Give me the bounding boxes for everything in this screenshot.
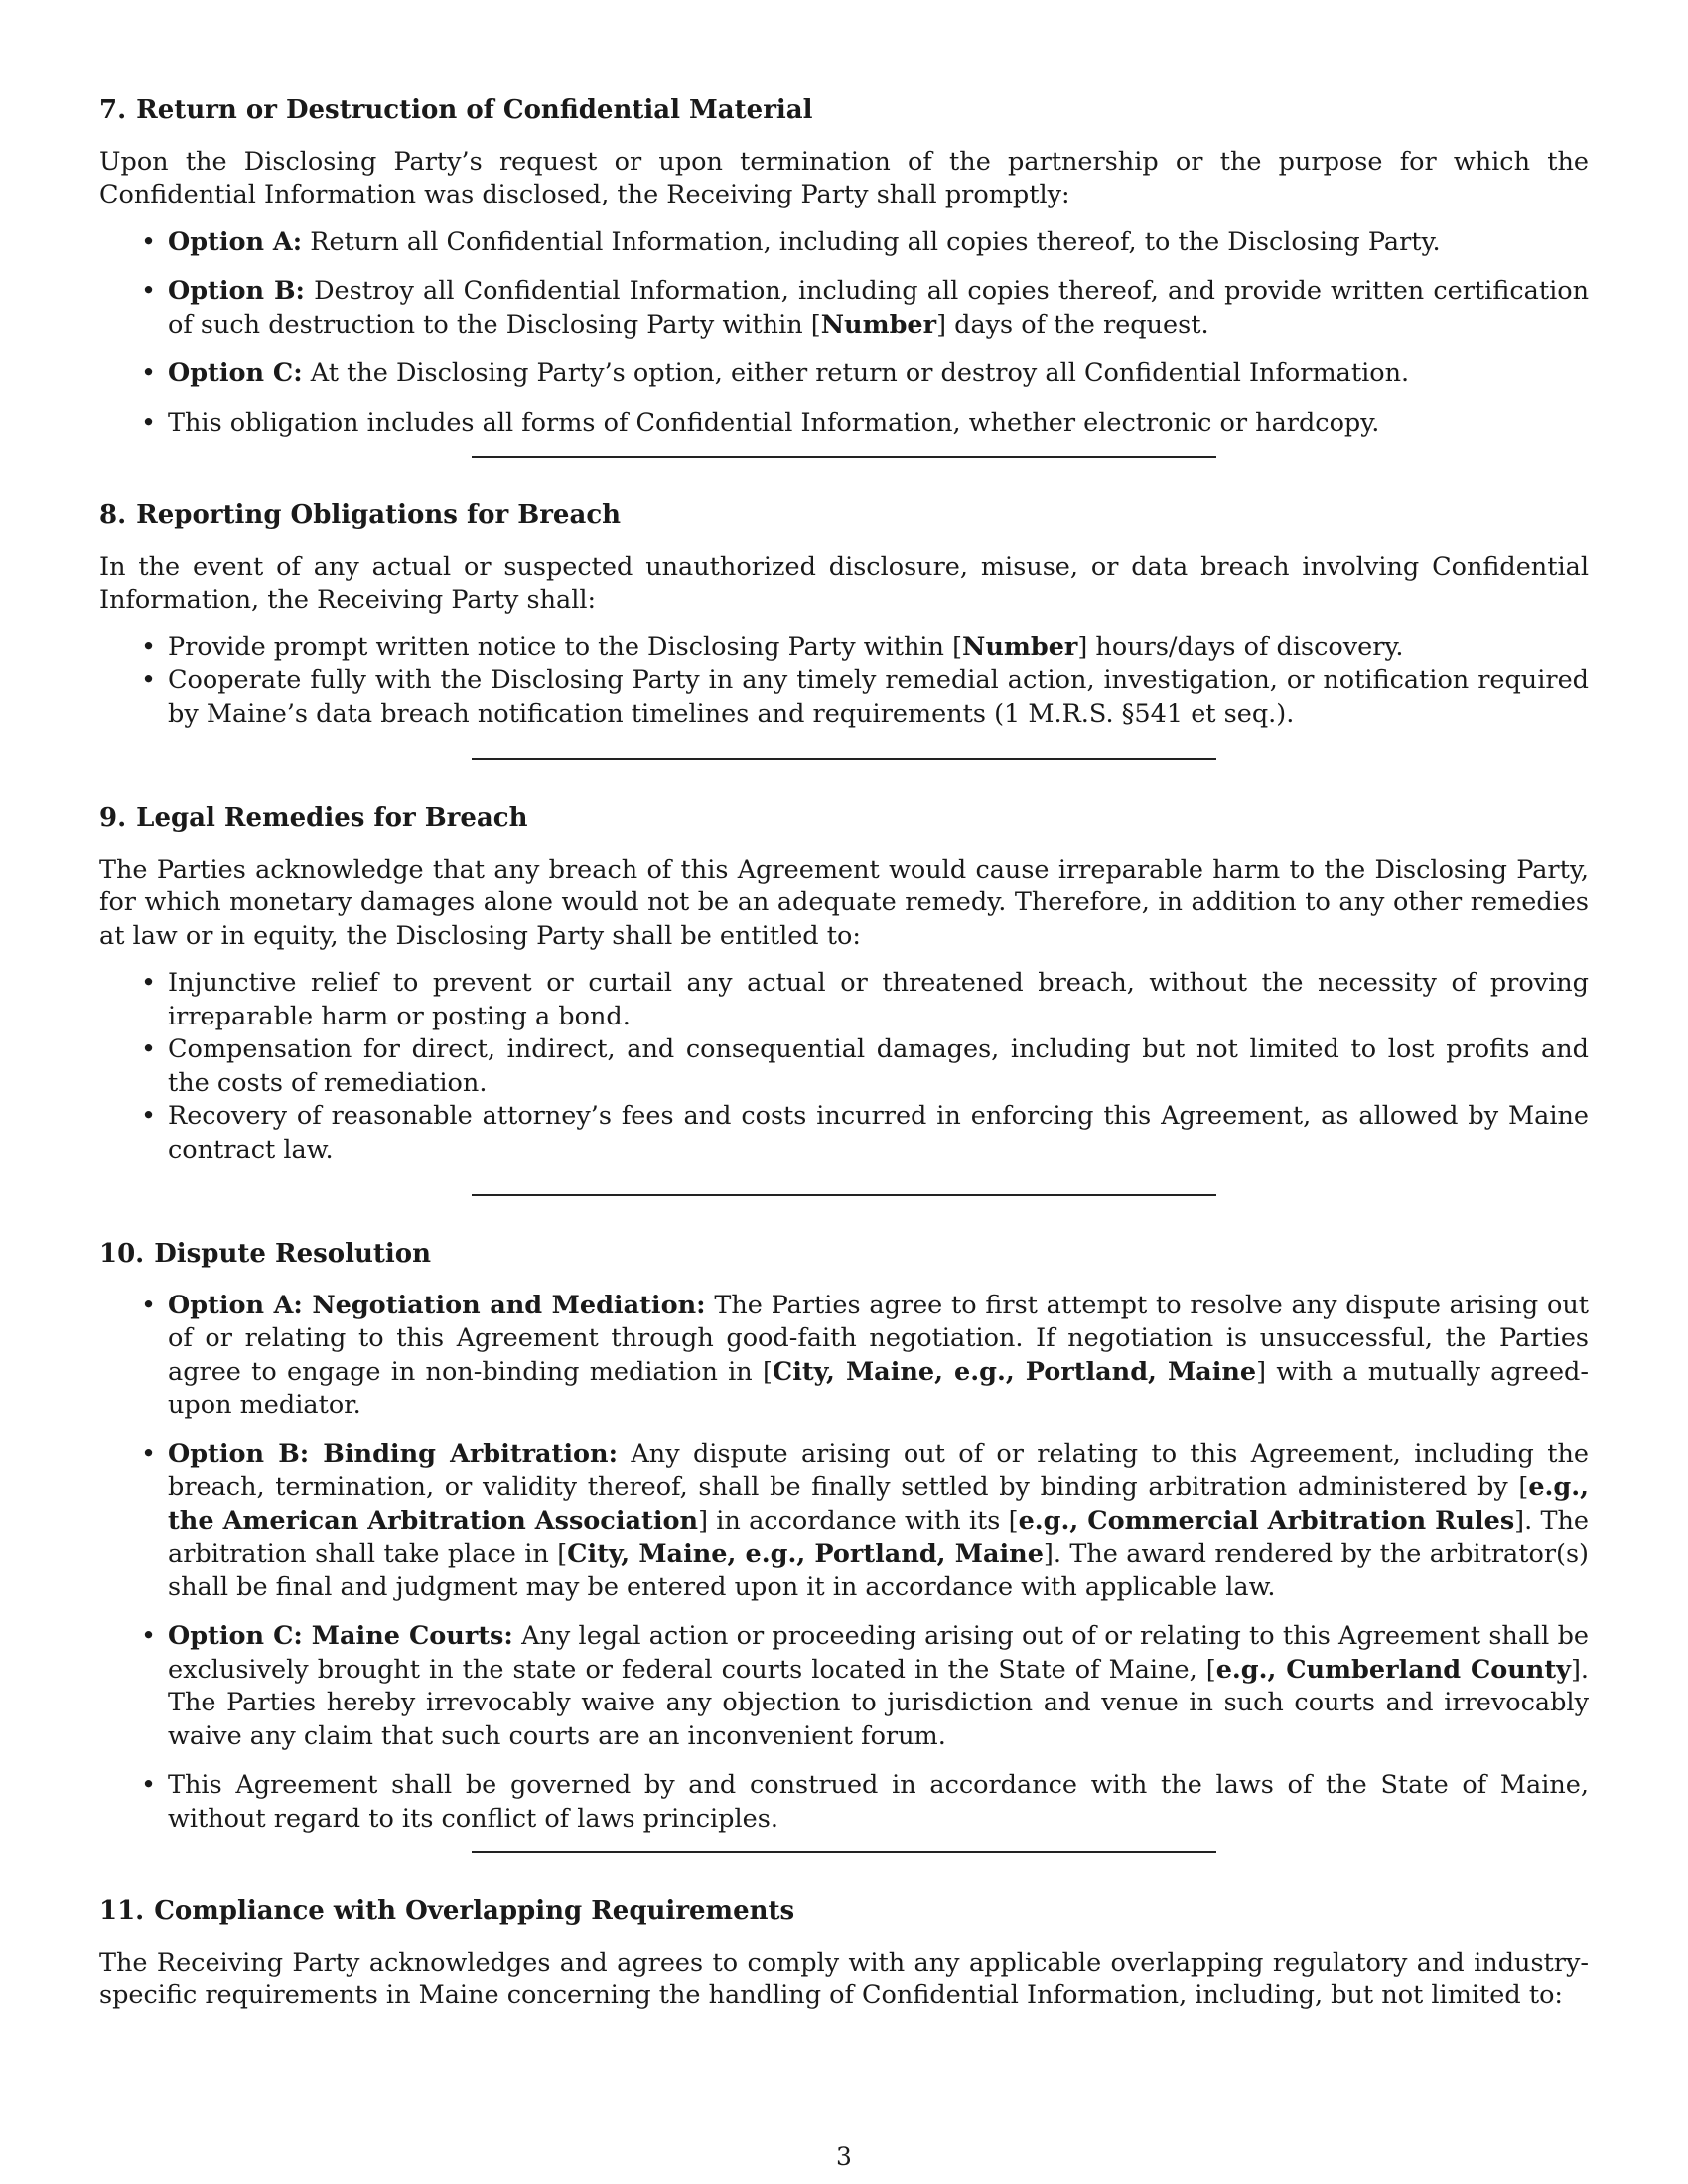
- section-title: 8. Reporting Obligations for Breach: [99, 500, 622, 530]
- section-intro: Upon the Disclosing Party’s request or upon termination of the partnership or the purpose for which the Confidential Information was disclosed, the Receiving Party shall promptly:: [99, 146, 1589, 209]
- list-item: • Recovery of reasonable attorney’s fees and costs incurred in enforcing this Agreement, as allowed by Maine contract law.: [99, 1100, 1589, 1166]
- list-item: • Option B: Binding Arbitration: Any dispute arising out of or relating to this Agreement, including the breach, termination, or validity thereof, shall be finally settled by binding arbitration administered by [e.g., the American Arbitration Association] in accordance with its [e.g., Commercial Arbitration Rules]. The arbitration shall take place in [City, Maine, e.g., Portland, Maine]. The award rendered by the arbitrator(s) shall be final and judgment may be entered upon it in accordance with applicable law.: [99, 1438, 1589, 1605]
- bullet-list: [99, 226, 1589, 441]
- placeholder-field: City, Maine, e.g., Portland, Maine: [567, 1539, 1044, 1569]
- section-title: 10. Dispute Resolution: [99, 1239, 432, 1269]
- section-intro: In the event of any actual or suspected unauthorized disclosure, misuse, or data breach involving Confidential Information, the Receiving Party shall:: [99, 551, 1589, 614]
- list-item: • This Agreement shall be governed by and construed in accordance with the laws of the State of Maine, without regard to its conflict of laws principles.: [99, 1769, 1589, 1836]
- list-item: • Injunctive relief to prevent or curtail any actual or threatened breach, without the necessity of proving irreparable harm or posting a bond.: [99, 967, 1589, 1033]
- section-9: [99, 802, 1589, 1166]
- section-intro: The Parties acknowledge that any breach of this Agreement would cause irreparable harm to the Disclosing Party, for which monetary damages alone would not be an adequate remedy. Therefore, in addition to any other remedies at law or in equity, the Disclosing Party shall be entitled to:: [99, 854, 1589, 951]
- placeholder-field: e.g., the American Arbitration Association: [168, 1472, 1589, 1536]
- list-item: • Cooperate fully with the Disclosing Party in any timely remedial action, investigation, or notification required by Maine’s data breach notification timelines and requirements (1 M.R.S. §541 et seq.).: [99, 664, 1589, 731]
- placeholder-field: Number: [820, 309, 937, 340]
- bullet-list: [99, 1290, 1589, 1837]
- section-11: [99, 1895, 1589, 2013]
- section-intro: The Receiving Party acknowledges and agrees to comply with any applicable overlapping regulatory and industry-specific requirements in Maine concerning the handling of Confidential Information, including, but not limited to:: [99, 1947, 1589, 2010]
- section-10: [99, 1238, 1589, 1836]
- list-item: • Option A: Return all Confidential Information, including all copies thereof, to the Disclosing Party.: [99, 226, 1589, 260]
- section-title: 7. Return or Destruction of Confidential Material: [99, 95, 813, 125]
- placeholder-field: e.g., Cumberland County: [1215, 1654, 1571, 1685]
- list-item: • Provide prompt written notice to the Disclosing Party within [Number] hours/days of discovery.: [99, 631, 1589, 665]
- list-item: • Option C: Maine Courts: Any legal action or proceeding arising out of or relating to this Agreement shall be exclusively brought in the state or federal courts located in the State of Maine, [e.g., Cumberland County]. The Parties hereby irrevocably waive any objection to jurisdiction and venue in such courts and irrevocably waive any claim that such courts are an inconvenient forum.: [99, 1620, 1589, 1753]
- bullet-list: [99, 631, 1589, 732]
- list-item: • Option A: Negotiation and Mediation: The Parties agree to first attempt to resolve any dispute arising out of or relating to this Agreement through good-faith negotiation. If negotiation is unsuccessful, the Parties agree to engage in non-binding mediation in [City, Maine, e.g., Portland, Maine] with a mutually agreed-upon mediator.: [99, 1290, 1589, 1423]
- section-7: [99, 94, 1589, 440]
- section-divider: [472, 456, 1216, 458]
- section-divider: [472, 1194, 1216, 1196]
- list-item: • Option C: At the Disclosing Party’s option, either return or destroy all Confidential Information.: [99, 357, 1589, 391]
- page-number: 3: [836, 2142, 852, 2171]
- section-divider: [472, 1851, 1216, 1853]
- list-item: • Option B: Destroy all Confidential Information, including all copies thereof, and provide written certification of such destruction to the Disclosing Party within [Number] days of the request.: [99, 275, 1589, 341]
- section-title: 9. Legal Remedies for Breach: [99, 803, 528, 833]
- section-divider: [472, 758, 1216, 760]
- section-title: 11. Compliance with Overlapping Requirements: [99, 1896, 795, 1926]
- list-item: • Compensation for direct, indirect, and consequential damages, including but not limited to lost profits and the costs of remediation.: [99, 1033, 1589, 1100]
- bullet-list: [99, 967, 1589, 1166]
- placeholder-field: e.g., Commercial Arbitration Rules: [1018, 1505, 1515, 1536]
- placeholder-field: City, Maine, e.g., Portland, Maine: [772, 1356, 1257, 1387]
- document-page: [99, 94, 1589, 2027]
- placeholder-field: Number: [962, 631, 1078, 662]
- list-item: • This obligation includes all forms of Confidential Information, whether electronic or hardcopy.: [99, 407, 1589, 441]
- section-8: [99, 499, 1589, 731]
